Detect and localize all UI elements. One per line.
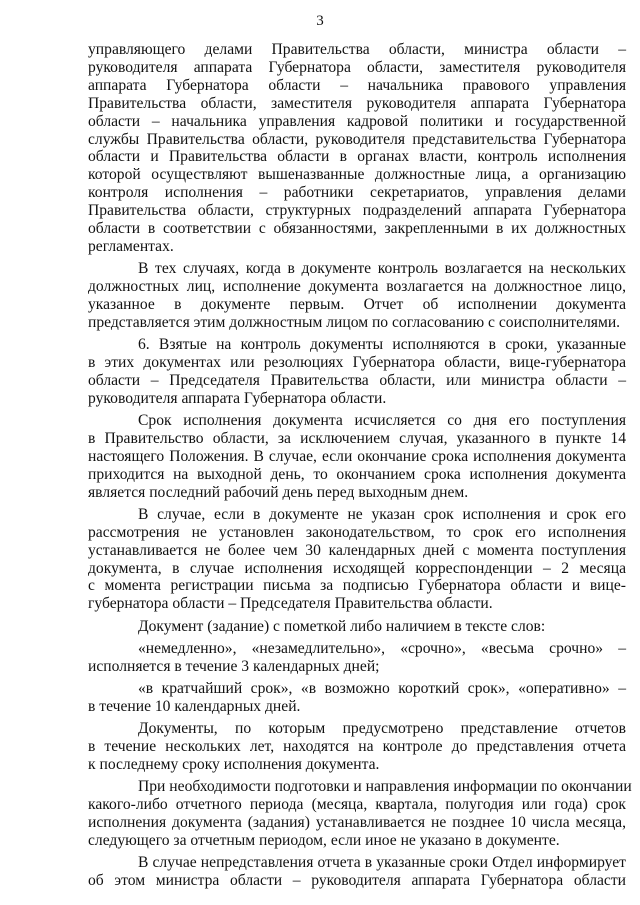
text-line: Документы, по которым предусмотрено представление отчетов [138,720,626,737]
text-line: документа, в случае исполнения исходящей корреспонденции – 2 месяца [88,559,626,577]
page-number: 3 [316,13,324,29]
text-line: с момента регистрации письма за подписью Губернатора области и вице- [88,577,626,595]
text-line: об этом министра области – руководителя аппарата Губернатора области [88,871,626,889]
text-line: При необходимости подготовки и направления информации по окончании [138,778,632,796]
paragraph [88,506,626,613]
text-line: в Правительство области, за исключением случая, указанного в пункте 14 [88,429,626,447]
text-line: В случае, если в документе не указан срок исполнения и срок его [138,505,626,523]
text-line: устанавливается не более чем 30 календарных дней с момента поступления [88,541,626,559]
text-line: области в соответствии с обязанностями, закрепленными в их должностных [88,220,626,238]
text-line: В тех случаях, когда в документе контроль возлагается на нескольких [138,260,626,278]
text-line: указанное в документе первым. Отчет об исполнении документа [88,295,626,313]
paragraph [88,260,626,332]
text-line: 6. Взятые на контроль документы исполняются в сроки, указанные [138,336,626,354]
text-line: Правительства области, заместителя руководителя аппарата Губернатора [88,94,626,112]
text-line: в течение нескольких лет, находятся на контроле до представления отчета [88,737,626,755]
paragraph [88,720,626,774]
paragraph [88,618,626,636]
text-line: службы Правительства области, руководителя представительства Губернатора [88,130,626,148]
text-line: управляющего делами Правительства области, министра области – [88,41,626,58]
text-line: к последнему сроку исполнения документа. [88,755,380,773]
text-line: «в кратчайший срок», «в возможно короткий срок», «оперативно» – [138,679,626,697]
paragraph [88,41,626,256]
text-line: исполнения документа (задания) устанавливается не позднее 10 числа месяца, [88,813,626,831]
text-line: контроля исполнения – работники секретариатов, управления делами [88,184,626,202]
text-line: которой осуществляют вышеназванные должностные лица, а организацию [88,166,626,184]
text-line: области и Правительства области в органах власти, контроль исполнения [88,148,626,166]
text-line: В случае непредставления отчета в указанные сроки Отдел информирует [138,853,626,871]
text-line: должностных лиц, исполнение документа возлагается на должностное лицо, [88,278,626,296]
text-line: какого-либо отчетного периода (месяца, квартала, полугодия или года) срок [88,795,626,813]
text-line: в течение 10 календарных дней. [88,697,301,715]
text-line: Срок исполнения документа исчисляется со дня его поступления [138,412,626,430]
paragraph [88,412,626,502]
paragraph [88,778,632,850]
text-line: приходится на выходной день, то окончанием срока исполнения документа [88,465,626,483]
paragraph [88,680,626,716]
text-line: губернатора области – Председателя Правительства области. [88,595,493,613]
text-line: области – Председателя Правительства области, или министра области – [88,371,626,389]
text-line: Документ (задание) с пометкой либо наличием в тексте слов: [138,617,546,635]
text-line: Правительства области, структурных подразделений аппарата Губернатора [88,202,626,220]
text-line: руководителя аппарата Губернатора области, заместителя руководителя [88,58,626,76]
text-line: настоящего Положения. В случае, если окончание срока исполнения документа [88,447,626,465]
text-line: области – начальника управления кадровой политики и государственной [88,112,626,130]
text-line: в этих документах или резолюциях Губернатора области, вице-губернатора [88,354,626,371]
paragraph [88,640,626,676]
document-body [88,41,632,894]
text-line: следующего за отчетным периодом, если иное не указано в документе. [88,831,560,849]
text-line: «немедленно», «незамедлительно», «срочно», «весьма срочно» – [138,639,626,657]
paragraph [88,336,626,408]
text-line: аппарата Губернатора области – начальника правового управления [88,76,626,94]
paragraph [88,854,626,890]
text-line: регламентах. [88,237,174,255]
text-line: представляется этим должностным лицом по согласованию с соисполнителями. [88,313,621,331]
text-line: рассмотрения не установлен законодательством, то срок его исполнения [88,523,626,541]
text-line: исполняется в течение 3 календарных дней; [88,657,380,675]
text-line: руководителя аппарата Губернатора области. [88,389,387,407]
text-line: является последний рабочий день перед выходным днем. [88,483,469,501]
